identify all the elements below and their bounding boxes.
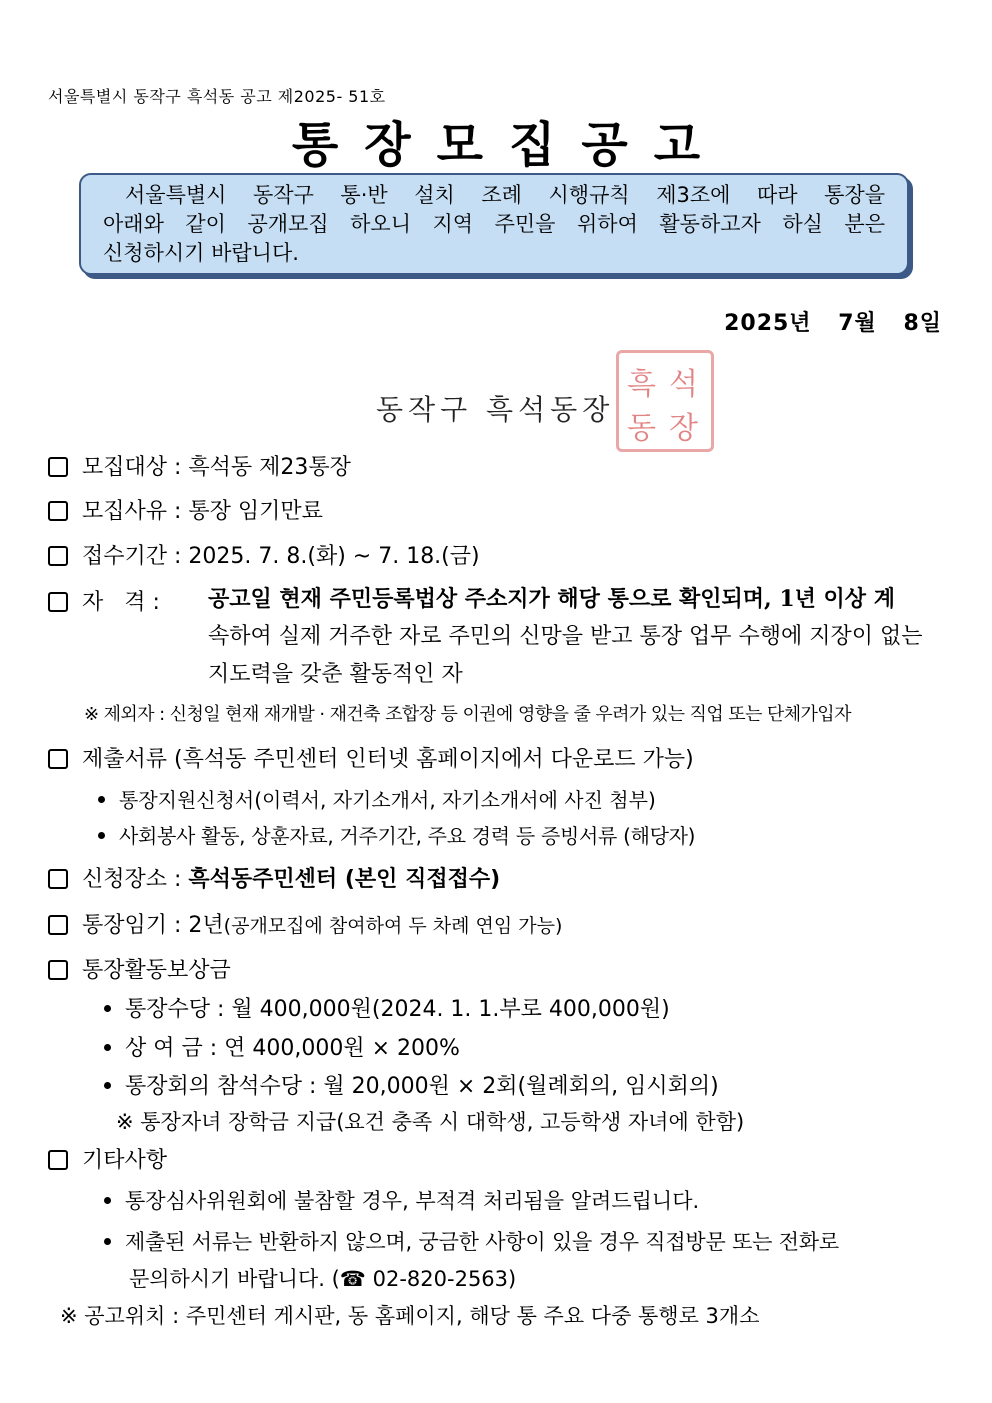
checkbox-icon (48, 749, 68, 769)
list-item: 통장회의 참석수당 : 월 20,000원 × 2회(월례회의, 임시회의) (104, 1069, 719, 1100)
bullet-icon (104, 1044, 111, 1051)
intro-line-2: 아래와 같이 공개모집 하오니 지역 주민을 위하여 활동하고자 하실 분은 (103, 212, 885, 236)
page-title: 통장모집공고 (0, 106, 992, 175)
list-item-continued: 문의하시기 바랍니다. (☎ 02-820-2563) (129, 1267, 517, 1291)
qualification-text: 공고일 현재 주민등록법상 주소지가 해당 통으로 확인되며, 1년 이상 계 속하여 실제 거주한 자로 주민의 신망을 받고 통장 업무 수행에 지장이 없는 지도력을 갖춘 활동적인 자 (208, 586, 923, 687)
item-period: 접수기간 : 2025. 7. 8.(화) ~ 7. 18.(금) (48, 539, 480, 570)
checkbox-icon (48, 960, 68, 980)
intro-line-1: 서울특별시 동작구 통·반 설치 조례 시행규칙 제3조에 따라 통장을 (125, 183, 885, 207)
notice-date: 2025년 7월 8일 (724, 311, 942, 336)
notice-number: 서울특별시 동작구 흑석동 공고 제2025- 51호 (48, 87, 386, 106)
seal-char: 동 (627, 411, 656, 446)
checkbox-icon (48, 501, 68, 521)
item-reason: 모집사유 : 통장 임기만료 (48, 494, 323, 525)
list-item: 통장심사위원회에 불참할 경우, 부적격 처리됨을 알려드립니다. (104, 1185, 699, 1215)
list-item: 통장지원신청서(이력서, 자기소개서, 자기소개서에 사진 첨부) (98, 784, 656, 813)
issuer-name: 동작구 흑석동장 (376, 393, 615, 426)
bullet-icon (98, 832, 105, 839)
list-item: 통장수당 : 월 400,000원(2024. 1. 1.부로 400,000원) (104, 992, 670, 1023)
checkbox-icon (48, 546, 68, 566)
checkbox-icon (48, 869, 68, 889)
item-documents: 제출서류 (흑석동 주민센터 인터넷 홈페이지에서 다운로드 가능) (48, 742, 694, 773)
seal-char: 석 (669, 367, 698, 402)
bullet-icon (104, 1082, 111, 1089)
seal-char: 흑 (627, 367, 656, 402)
bullet-icon (104, 1197, 111, 1204)
official-seal (616, 350, 714, 452)
intro-box (79, 173, 909, 275)
checkbox-icon (48, 915, 68, 935)
checkbox-icon (48, 592, 68, 612)
item-compensation: 통장활동보상금 (48, 953, 231, 984)
item-place: 신청장소 : 흑석동주민센터 (본인 직접접수) (48, 862, 500, 893)
scholarship-note: ※ 통장자녀 장학금 지급(요건 충족 시 대학생, 고등학생 자녀에 한함) (116, 1110, 745, 1134)
item-target: 모집대상 : 흑석동 제23통장 (48, 450, 351, 481)
intro-line-3: 신청하시기 바랍니다. (103, 241, 299, 265)
exclusion-note: ※ 제외자 : 신청일 현재 재개발 · 재건축 조합장 등 이권에 영향을 줄 우려가 있는 직업 또는 단체가입자 (84, 704, 851, 725)
list-item: 제출된 서류는 반환하지 않으며, 궁금한 사항이 있을 경우 직접방문 또는 전화로 (104, 1226, 839, 1256)
list-item: 상 여 금 : 연 400,000원 × 200% (104, 1031, 460, 1062)
item-qualification: 자 격 : (48, 585, 160, 616)
checkbox-icon (48, 1150, 68, 1170)
seal-char: 장 (669, 411, 698, 446)
checkbox-icon (48, 457, 68, 477)
list-item: 사회봉사 활동, 상훈자료, 거주기간, 주요 경력 등 증빙서류 (해당자) (98, 820, 695, 849)
bullet-icon (98, 796, 105, 803)
item-term: 통장임기 : 2년(공개모집에 참여하여 두 차례 연임 가능) (48, 908, 562, 939)
posting-location-note: ※ 공고위치 : 주민센터 게시판, 동 홈페이지, 해당 통 주요 다중 통행로 3개소 (60, 1304, 760, 1328)
item-other: 기타사항 (48, 1143, 167, 1174)
bullet-icon (104, 1238, 111, 1245)
bullet-icon (104, 1005, 111, 1012)
